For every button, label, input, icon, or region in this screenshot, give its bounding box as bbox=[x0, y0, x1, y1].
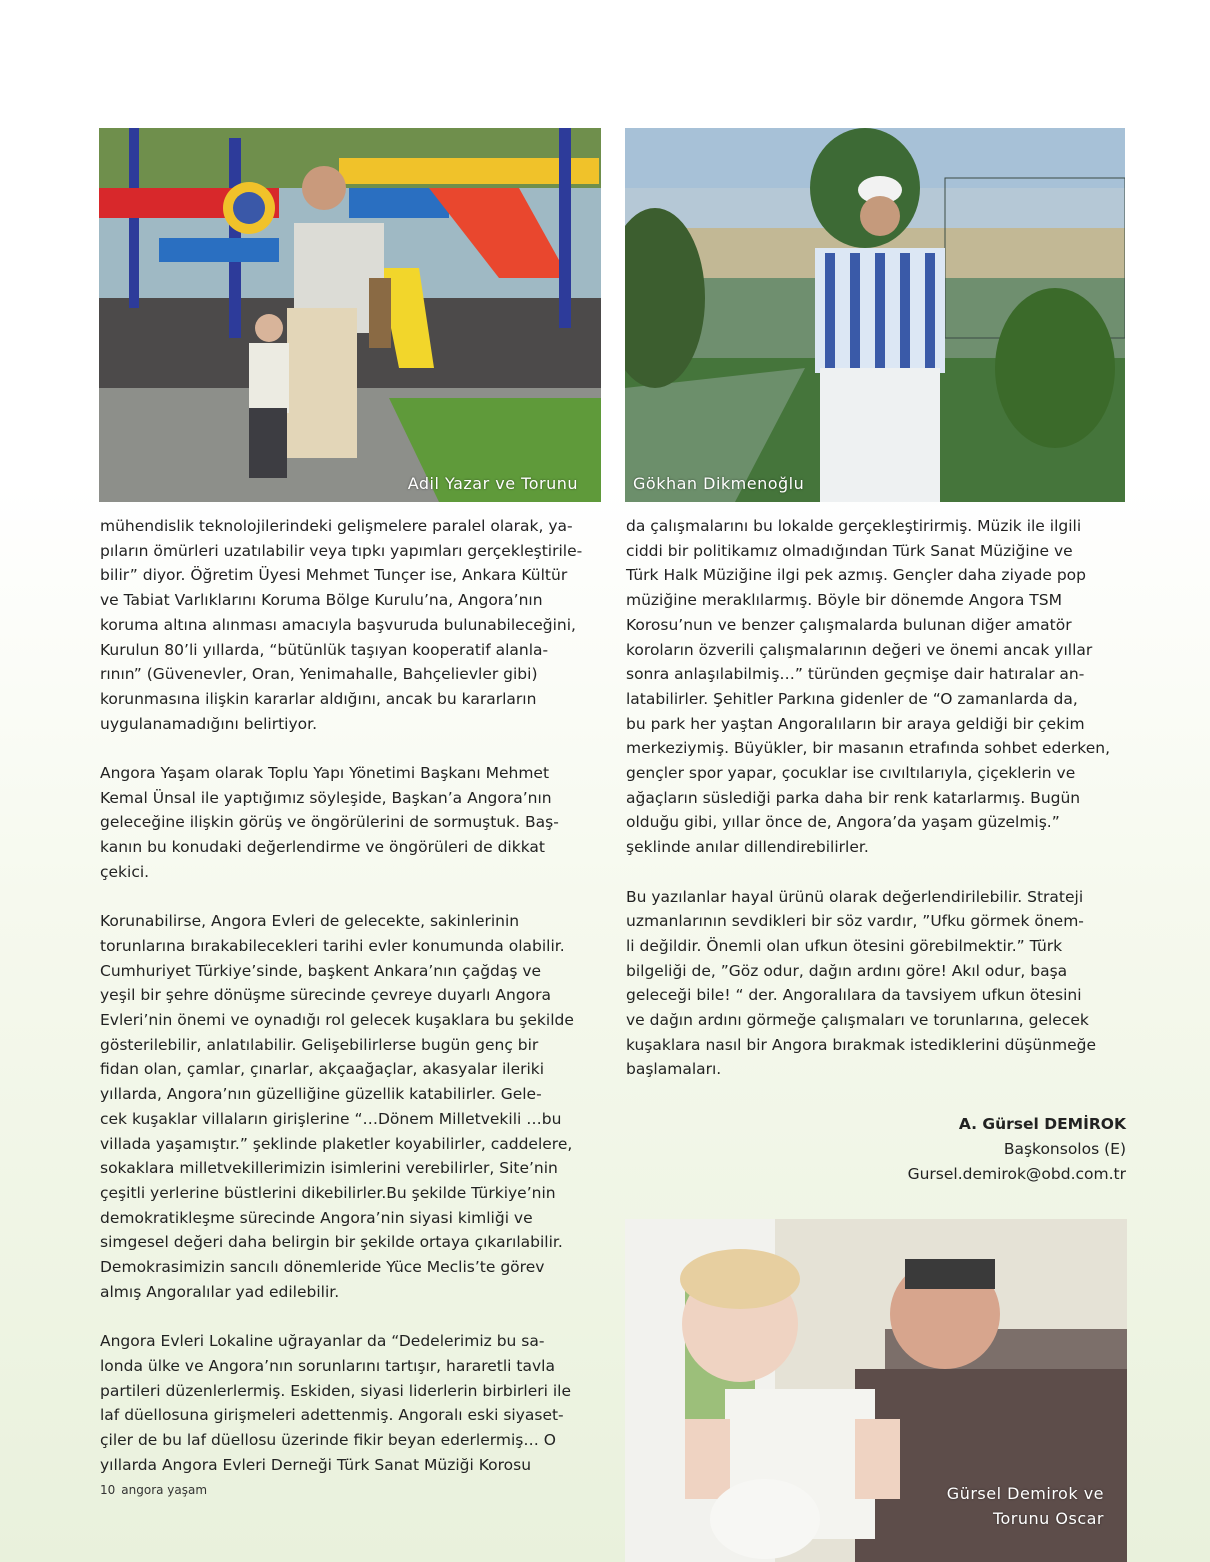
page-footer bbox=[100, 1483, 213, 1497]
photo-adil-yazar bbox=[99, 128, 601, 502]
playground-photo bbox=[99, 128, 601, 502]
photo-caption: Gökhan Dikmenoğlu bbox=[633, 474, 805, 493]
publication-name: angora yaşam bbox=[121, 1483, 208, 1497]
author-title: Başkonsolos (E) bbox=[1003, 1140, 1126, 1158]
author-email[interactable]: Gursel.demirok@obd.com.tr bbox=[907, 1165, 1126, 1183]
author-name: A. Gürsel DEMİROK bbox=[958, 1115, 1126, 1133]
photo-gokhan-dikmenoglu bbox=[625, 128, 1125, 502]
park-photo bbox=[625, 128, 1125, 502]
article-right-column bbox=[626, 514, 1126, 1107]
caption-line: Torunu Oscar bbox=[992, 1509, 1104, 1528]
photo-caption bbox=[947, 1481, 1104, 1531]
article-paragraph: mühendislik teknolojilerindeki gelişmelere paralel olarak, ya- pıların ömürleri uzatılabilir veya tıpkı yapımları gerçekleştirile- bilir” diyor. Öğretim Üyesi Mehmet Tunçer ise, Ankara Kültür ve Tabiat Varlıklarını Koruma Bölge Kurulu’na, Angora’nın koruma altına alınması amacıyla başvuruda bulunabileceğini, Kurulun 80’li yıllarda, “bütünlük taşıyan kooperatif alanla- rının” (Güvenevler, Oran, Yenimahalle, Bahçelievler gibi) korunmasına ilişkin kararlar aldığını, ancak bu kararların uygulanamadığını belirtiyor. bbox=[100, 517, 583, 733]
article-paragraph: Angora Evleri Lokaline uğrayanlar da “Dedelerimiz bu sa- londa ülke ve Angora’nın sorunlarını tartışır, hararetli tavla partileri düzenlerlermiş. Eskiden, siyasi liderlerin birbirleri ile laf düellosuna girişmeleri adettenmiş. Angoralı eski siyaset- çiler de bu laf düellosu üzerinde fikir beyan ederlermiş… O yıllarda Angora Evleri Derneği Türk Sanat Müziği Korosu bbox=[100, 1332, 572, 1474]
article-paragraph: Angora Yaşam olarak Toplu Yapı Yönetimi Başkanı Mehmet Kemal Ünsal ile yaptığımız söyleşide, Başkan’a Angora’nın geleceğine ilişkin görüş ve öngörülerini de sormuştuk. Baş- kanın bu konudaki değerlendirme ve öngörüleri de dikkat çekici. bbox=[100, 764, 559, 881]
photo-caption: Adil Yazar ve Torunu bbox=[407, 474, 578, 493]
caption-line: Gürsel Demirok ve bbox=[946, 1484, 1104, 1503]
photo-gursel-demirok bbox=[625, 1219, 1127, 1562]
article-paragraph: Korunabilirse, Angora Evleri de gelecekte, sakinlerinin torunlarına bırakabilecekleri tarihi evler konumunda olabilir. Cumhuriyet Türkiye’sinde, başkent Ankara’nın çağdaş ve yeşil bir şehre dönüşme sürecinde çevreye duyarlı Angora Evleri’nin önemi ve oynadığı rol gelecek kuşaklara bu şekilde gösterilebilir, anlatılabilir. Gelişebilirlerse bugün genç bir fidan olan, çamlar, çınarlar, akçaağaçlar, akasyalar ileriki yıllarda, Angora’nın güzelliğine güzellik katabilirler. Gele- cek kuşaklar villaların girişlerine “…Dönem Milletvekili …bu villada yaşamıştır.” şeklinde plaketler koyabilirler, caddelere, sokaklara milletvekillerimizin isimlerini verebilirler, Site’nin çeşitli yerlerine büstlerini dikebilirler.Bu şekilde Türkiye’nin demokratikleşme sürecinde Angora’nin siyasi kimliği ve simgesel değeri daha belirgin bir şekilde ortaya çıkarılabilir. Demokrasimizin sancılı dönemleride Yüce Meclis’te görev almış Angoralılar yad edilebilir. bbox=[100, 912, 574, 1301]
article-left-column bbox=[100, 514, 600, 1502]
article-paragraph: da çalışmalarını bu lokalde gerçekleştirirmiş. Müzik ile ilgili ciddi bir politikamız olmadığından Türk Sanat Müziğine ve Türk Halk Müziğine ilgi pek azmış. Gençler daha ziyade pop müziğine meraklılarmış. Böyle bir dönemde Angora TSM Korosu’nun ve benzer çalışmalarda bulunan diğer amatör koroların özverili çalışmalarının değeri ve önemi ancak yıllar sonra anlaşılabilmiş…” türünden geçmişe dair hatıralar an- latabilirler. Şehitler Parkına gidenler de “O zamanlarda da, bu park her yaştan Angoralıların bir araya geldiği bir çekim merkeziymiş. Büyükler, bir masanın etrafında sohbet ederken, gençler spor yapar, çocuklar ise cıvıltılarıyla, çiçeklerin ve ağaçların süslediği parka daha bir renk katarlarmış. Bugün olduğu gibi, yıllar önce de, Angora’da yaşam güzelmiş.” şeklinde anılar dillendirebilirler. bbox=[626, 517, 1111, 857]
page-number: 10 bbox=[100, 1483, 116, 1497]
article-paragraph: Bu yazılanlar hayal ürünü olarak değerlendirilebilir. Strateji uzmanlarının sevdikleri bir söz vardır, ”Ufku görmek önem- li değildir. Önemli olan ufkun ötesini görebilmektir.” Türk bilgeliği de, ”Göz odur, dağın ardını göre! Akıl odur, başa geleceği bile! “ der. Angoralılara da tavsiyem ufkun ötesini ve dağın ardını görmeğe çalışmaları ve torunlarına, gelecek kuşaklara nasıl bir Angora bırakmak istediklerini düşünmeğe başlamaları. bbox=[626, 887, 1096, 1079]
